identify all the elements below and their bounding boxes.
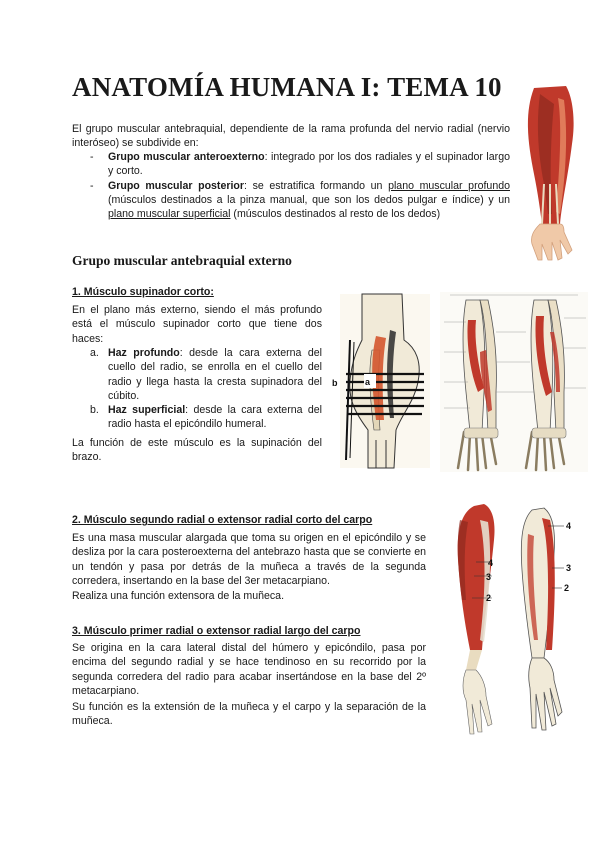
forearm-bones-diagram — [440, 292, 588, 472]
figure-label-4-right: 4 — [566, 521, 572, 531]
page-title: ANATOMÍA HUMANA I: TEMA 10 — [72, 72, 502, 102]
muscle-2-heading: 2. Músculo segundo radial o extensor radial corto del carpo — [72, 514, 373, 526]
list-marker: b. — [90, 404, 99, 417]
radial-extensors-diagram — [436, 500, 586, 736]
supinator-diagram — [332, 290, 434, 472]
muscle-2-function: Realiza una función extensora de la muñeca. — [72, 590, 285, 602]
intro-paragraph: El grupo muscular antebraquial, dependiente de la rama profunda del nervio radial (nervio interóseo) se subdivide en: — [72, 123, 510, 150]
figure-label-3: 3 — [486, 572, 492, 582]
list-marker: - — [90, 151, 94, 163]
muscle-1-function: La función de este músculo es la supinación del brazo. — [72, 437, 322, 464]
list-item: b. Haz superficial: desde la cara externa del radio hasta el epicóndilo humeral. — [90, 404, 322, 431]
muscle-1-paragraph: En el plano más externo, siendo el más profundo está el músculo supinador corto que tiene dos haces: — [72, 304, 322, 345]
list-item: a. Haz profundo: desde la cara externa del cuello del radio, se enrolla en el cuello del radio y llega hasta la cresta supinadora del cúbito. — [90, 347, 322, 402]
muscle-1-list — [90, 346, 322, 432]
list-marker: - — [90, 179, 94, 192]
muscle-3-function: Su función es la extensión de la muñeca y el carpo y la separación de la muñeca. — [72, 701, 426, 728]
muscle-1-heading: 1. Músculo supinador corto: — [72, 286, 214, 298]
list-item: - Grupo muscular anteroexterno: integrado por los dos radiales y el supinador largo y corto. — [90, 151, 510, 178]
figure-label-a: a — [365, 377, 371, 387]
figure-label-4: 4 — [488, 558, 494, 568]
figure-label-3-right: 3 — [566, 563, 572, 573]
figure-label-b: b — [332, 378, 338, 388]
figure-label-2-right: 2 — [564, 583, 570, 593]
muscle-2-paragraph: Es una masa muscular alargada que toma su origen en el epicóndilo y se desliza por la cara posteroexterna del antebrazo hasta que se convierte en un tendón y pasa por detrás de la muñeca a través de la segunda corredera, insertando en la base del 3er metacarpiano. — [72, 532, 426, 587]
forearm-muscles-illustration — [520, 84, 582, 262]
muscle-3-heading: 3. Músculo primer radial o extensor radial largo del carpo — [72, 625, 361, 637]
section-heading: Grupo muscular antebraquial externo — [72, 253, 292, 268]
list-marker: a. — [90, 347, 99, 359]
figure-label-2: 2 — [486, 593, 492, 603]
list-item: - Grupo muscular posterior: se estratifica formando un plano muscular profundo (músculos destinados a la pinza manual, que son los dedos pulgar e índice) y un plano muscular superficial (músculos destinados al resto de los dedos) — [90, 179, 510, 221]
muscle-3-paragraph: Se origina en la cara lateral distal del húmero y epicóndilo, pasa por encima del segundo radial y se hace tendinoso en su recorrido por la segunda corredera del radio para acabar insertándose en la base del 2º metacarpiano. — [72, 642, 426, 697]
intro-list — [90, 150, 510, 221]
